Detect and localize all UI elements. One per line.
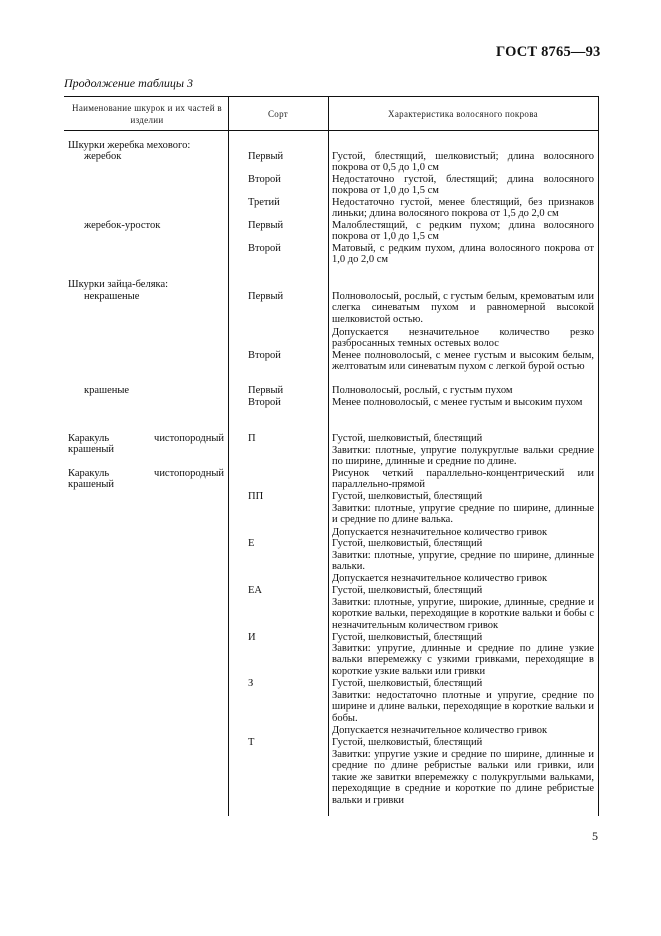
- characteristic-text: Малоблестящий, с редким пухом; длина волосяного покрова от 1,0 до 1,5 см: [332, 220, 594, 243]
- group-title-foal: Шкурки жеребка мехового:: [68, 140, 191, 151]
- sort-label: Первый: [248, 220, 284, 231]
- characteristic-text: Матовый, с редким пухом, длина волосяного покрова от 1,0 до 2,0 см: [332, 243, 594, 266]
- sort-label: Второй: [248, 350, 281, 361]
- sort-label: Второй: [248, 174, 281, 185]
- characteristic-text: Густой, шелковистый, блестящий: [332, 585, 483, 596]
- sort-label: Третий: [248, 197, 280, 208]
- characteristic-text: Завитки: упругие узкие и средние по ширине, длинные и средние по длине ребристые вальки или гривки, или такие же завитки вперемежку с полукруглыми вальками, переходящие в средние и короткие по длине ребристые вальки и гривки: [332, 749, 594, 806]
- characteristic-text: Густой, шелковистый, блестящий: [332, 737, 483, 748]
- sort-label: Первый: [248, 291, 284, 302]
- characteristic-text: Допускается незначительное количество гривок: [332, 573, 548, 584]
- sort-label: Т: [248, 737, 255, 748]
- characteristic-text: Густой, шелковистый, блестящий: [332, 632, 483, 643]
- table-right-border: [598, 96, 599, 816]
- sort-label: ЕА: [248, 585, 262, 596]
- characteristic-text: Менее полноволосый, с менее густым и высоким белым, желтоватым или синеватым пухом с легкой бурой остью: [332, 350, 594, 373]
- sort-label: ПП: [248, 491, 264, 502]
- characteristic-text: Недостаточно густой, менее блестящий, без признаков линьки; длина волосяного покрова от 1,5 до 2,0 см: [332, 197, 594, 220]
- characteristic-text: Полноволосый, рослый, с густым пухом: [332, 385, 513, 396]
- characteristic-text: Допускается незначительное количество гривок: [332, 725, 548, 736]
- table-continuation-caption: Продолжение таблицы 3: [64, 76, 194, 90]
- table-header-border: [64, 130, 599, 131]
- sort-label: Второй: [248, 397, 281, 408]
- characteristic-text: Густой, шелковистый, блестящий: [332, 491, 483, 502]
- sort-label: Первый: [248, 385, 284, 396]
- sort-label: Второй: [248, 243, 281, 254]
- column-header-name: Наименование шкурок и их частей в изделии: [72, 103, 222, 125]
- characteristic-text: Допускается незначительное количество гривок: [332, 527, 548, 538]
- table-column-divider-1: [228, 96, 229, 816]
- subgroup-foal: жеребок: [84, 151, 122, 162]
- characteristic-text: Завитки: плотные, упругие полукруглые вальки средние по ширине, длинные и средние по длине.: [332, 445, 594, 468]
- sort-label: П: [248, 433, 256, 444]
- subgroup-hare-dyed: крашеные: [84, 385, 130, 396]
- column-header-characteristic: Характеристика волосяного покрова: [388, 109, 538, 119]
- sort-label: Е: [248, 538, 255, 549]
- characteristic-text: Рисунок четкий параллельно-концентрический или параллельно-прямой: [332, 468, 594, 491]
- subgroup-hare-undyed: некрашеные: [84, 291, 140, 302]
- characteristic-text: Густой, блестящий, шелковистый; длина волосяного покрова от 0,5 до 1,0 см: [332, 151, 594, 174]
- characteristic-text: Густой, шелковистый, блестящий: [332, 538, 483, 549]
- standard-number: ГОСТ 8765—93: [496, 44, 601, 60]
- characteristic-text: Завитки: плотные, упругие средние по ширине, длинные и средние по длине валька.: [332, 503, 594, 526]
- column-header-sort: Сорт: [267, 109, 289, 119]
- table-top-border: [64, 96, 599, 97]
- characteristic-text: Завитки: плотные, упругие, средние по ширине, длинные вальки.: [332, 550, 594, 573]
- characteristic-text: Завитки: недостаточно плотные и упругие, средние по ширине и длине вальки, переходящие в короткие вальки и бобы.: [332, 690, 594, 724]
- characteristic-text: Менее полноволосый, с менее густым и высоким пухом: [332, 397, 583, 408]
- characteristic-text: Полноволосый, рослый, с густым белым, кремоватым или слегка синеватым пухом и равномерной высокой шелковистой остью.: [332, 291, 594, 325]
- characteristic-text: Завитки: плотные, упругие, широкие, длинные, средние и короткие вальки, переходящие в короткие вальки и бобы с незначительным количеством гривок: [332, 597, 594, 631]
- group-title-karakul-1: Каракуль чистопородный крашеный: [68, 433, 224, 456]
- characteristic-text: Завитки: упругие, длинные и средние по длине узкие вальки вперемежку с узкими гривками, переходящие в короткие узкие вальки или гривки: [332, 643, 594, 677]
- page-number: 5: [592, 829, 598, 843]
- table-column-divider-2: [328, 96, 329, 816]
- characteristic-text: Густой, шелковистый, блестящий: [332, 433, 483, 444]
- sort-label: З: [248, 678, 254, 689]
- characteristic-text: Недостаточно густой, блестящий; длина волосяного покрова от 1,0 до 1,5 см: [332, 174, 594, 197]
- characteristic-text: Допускается незначительное количество резко разбросанных темных остевых волос: [332, 327, 594, 350]
- sort-label: И: [248, 632, 256, 643]
- group-title-hare: Шкурки зайца-беляка:: [68, 279, 169, 290]
- group-title-karakul-2: Каракуль чистопородный крашеный: [68, 468, 224, 491]
- subgroup-foal-urostok: жеребок-уросток: [84, 220, 161, 231]
- characteristic-text: Густой, шелковистый, блестящий: [332, 678, 483, 689]
- sort-label: Первый: [248, 151, 284, 162]
